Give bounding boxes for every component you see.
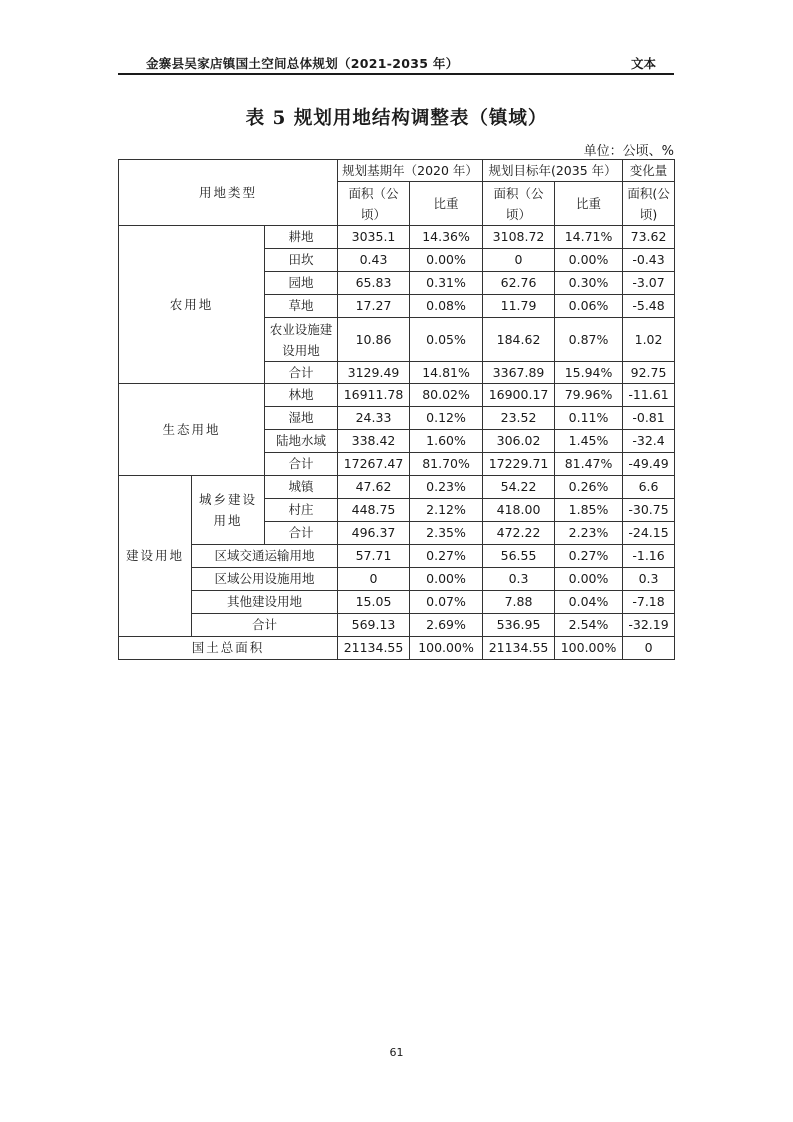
cell-value: 0 [623,637,675,660]
cell-value: 0.04% [555,591,623,614]
cell-value: -7.18 [623,591,675,614]
cell-value: -24.15 [623,522,675,545]
row-label: 草地 [265,295,338,318]
land-use-structure-table [118,159,675,660]
page-number: 61 [389,1046,404,1059]
cell-value: 306.02 [483,430,555,453]
cell-value: 472.22 [483,522,555,545]
cell-value: -0.81 [623,407,675,430]
row-label: 湿地 [265,407,338,430]
table-row [119,545,675,568]
cell-value: 0 [338,568,410,591]
cell-value: 0.00% [410,249,483,272]
cell-value: 1.85% [555,499,623,522]
row-label: 村庄 [265,499,338,522]
cell-value: -49.49 [623,453,675,476]
row-label: 区域公用设施用地 [192,568,338,591]
cell-value: 0.00% [555,568,623,591]
cell-value: 92.75 [623,362,675,384]
cell-value: -5.48 [623,295,675,318]
header-target-year: 规划目标年(2035 年） [483,160,623,182]
row-label: 合计 [265,522,338,545]
cell-value: 496.37 [338,522,410,545]
table-row [119,591,675,614]
table-row [119,476,675,499]
row-label: 农业设施建设用地 [265,318,338,362]
cell-value: 0.11% [555,407,623,430]
cell-value: 10.86 [338,318,410,362]
row-label: 田坎 [265,249,338,272]
cell-value: 14.36% [410,226,483,249]
cell-value: 17267.47 [338,453,410,476]
cell-value: 0.05% [410,318,483,362]
header-section-label: 文本 [631,56,657,71]
cell-value: 15.94% [555,362,623,384]
cell-value: 536.95 [483,614,555,637]
cell-value: 2.54% [555,614,623,637]
cell-value: 0.43 [338,249,410,272]
cell-value: 16911.78 [338,384,410,407]
cell-value: -0.43 [623,249,675,272]
cell-value: 47.62 [338,476,410,499]
cell-value: 0.08% [410,295,483,318]
unit-label: 单位：公顷、% [583,144,674,159]
header-rule [118,73,674,75]
cell-value: 1.60% [410,430,483,453]
cell-value: 56.55 [483,545,555,568]
cell-value: 0.27% [555,545,623,568]
cell-value: 0.31% [410,272,483,295]
cell-value: 448.75 [338,499,410,522]
cell-value: -11.61 [623,384,675,407]
row-label: 合计 [265,453,338,476]
cell-value: 57.71 [338,545,410,568]
cell-value: 2.23% [555,522,623,545]
cell-value: 6.6 [623,476,675,499]
cell-value: 21134.55 [338,637,410,660]
cell-value: 0.3 [623,568,675,591]
group-construction: 建设用地 [119,476,192,637]
row-label: 合计 [265,362,338,384]
header-change-area: 面积(公顷) [623,182,675,226]
group-agricultural: 农用地 [119,226,265,384]
header-change: 变化量 [623,160,675,182]
cell-value: 0.23% [410,476,483,499]
row-label: 区域交通运输用地 [192,545,338,568]
cell-value: 80.02% [410,384,483,407]
cell-value: 3129.49 [338,362,410,384]
header-base-year: 规划基期年（2020 年） [338,160,483,182]
cell-value: 0.06% [555,295,623,318]
table-row [119,384,675,407]
row-label: 其他建设用地 [192,591,338,614]
cell-value: -32.4 [623,430,675,453]
cell-value: 0.30% [555,272,623,295]
cell-value: 0.3 [483,568,555,591]
cell-value: 79.96% [555,384,623,407]
table-title: 表 5 规划用地结构调整表（镇域） [245,108,548,129]
header-document-title: 金寨县吴家店镇国土空间总体规划（2021-2035 年） [146,56,459,71]
header-base-area: 面积（公顷） [338,182,410,226]
row-label: 园地 [265,272,338,295]
cell-value: 23.52 [483,407,555,430]
cell-value: -32.19 [623,614,675,637]
cell-value: -1.16 [623,545,675,568]
cell-value: 81.70% [410,453,483,476]
table-row [119,226,675,249]
row-label: 合计 [192,614,338,637]
cell-value: 1.02 [623,318,675,362]
cell-value: 14.71% [555,226,623,249]
cell-value: 0.27% [410,545,483,568]
cell-value: 100.00% [410,637,483,660]
header-target-area: 面积（公顷） [483,182,555,226]
cell-value: 15.05 [338,591,410,614]
cell-value: 16900.17 [483,384,555,407]
cell-value: 73.62 [623,226,675,249]
cell-value: 65.83 [338,272,410,295]
cell-value: 0.26% [555,476,623,499]
header-base-ratio: 比重 [410,182,483,226]
cell-value: 14.81% [410,362,483,384]
header-target-ratio: 比重 [555,182,623,226]
cell-value: 21134.55 [483,637,555,660]
cell-value: 17229.71 [483,453,555,476]
row-label: 国土总面积 [119,637,338,660]
cell-value: 11.79 [483,295,555,318]
table-row [119,568,675,591]
row-label: 林地 [265,384,338,407]
group-ecological: 生态用地 [119,384,265,476]
cell-value: 17.27 [338,295,410,318]
cell-value: 0 [483,249,555,272]
cell-value: 0.07% [410,591,483,614]
cell-value: 54.22 [483,476,555,499]
cell-value: 3367.89 [483,362,555,384]
cell-value: 81.47% [555,453,623,476]
row-label: 城镇 [265,476,338,499]
cell-value: 569.13 [338,614,410,637]
cell-value: 3035.1 [338,226,410,249]
cell-value: 338.42 [338,430,410,453]
header-land-type: 用地类型 [119,160,338,226]
cell-value: 0.00% [555,249,623,272]
cell-value: 2.12% [410,499,483,522]
table-row [119,614,675,637]
cell-value: 100.00% [555,637,623,660]
cell-value: 0.87% [555,318,623,362]
cell-value: 0.12% [410,407,483,430]
subgroup-urban-rural: 城乡建设用地 [192,476,265,545]
cell-value: -3.07 [623,272,675,295]
cell-value: 184.62 [483,318,555,362]
row-label: 耕地 [265,226,338,249]
cell-value: 0.00% [410,568,483,591]
cell-value: 2.69% [410,614,483,637]
cell-value: 1.45% [555,430,623,453]
cell-value: 3108.72 [483,226,555,249]
cell-value: 7.88 [483,591,555,614]
cell-value: 2.35% [410,522,483,545]
row-label: 陆地水域 [265,430,338,453]
table-row [119,637,675,660]
cell-value: -30.75 [623,499,675,522]
cell-value: 62.76 [483,272,555,295]
cell-value: 24.33 [338,407,410,430]
cell-value: 418.00 [483,499,555,522]
